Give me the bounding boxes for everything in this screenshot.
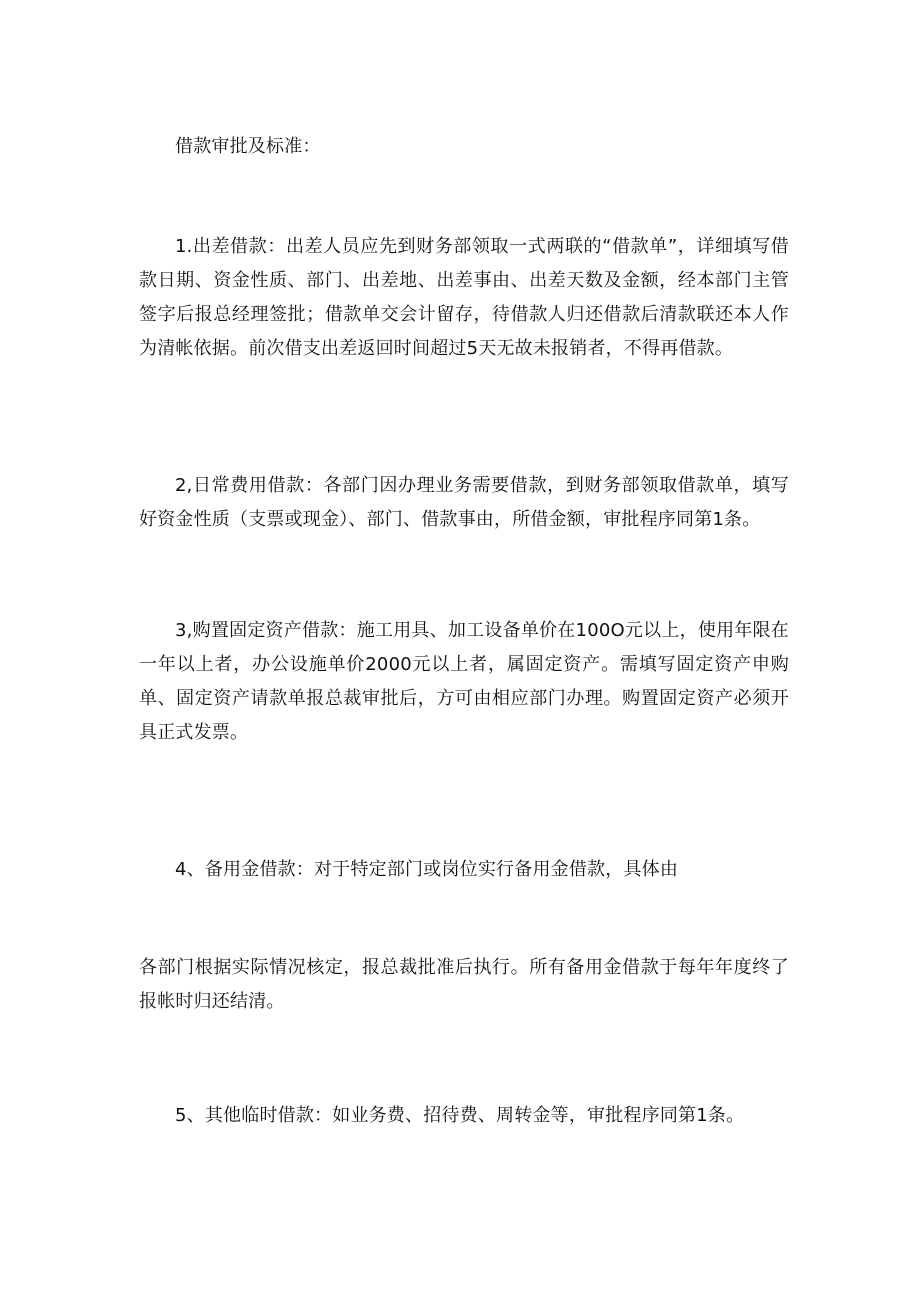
paragraph-petty-cash-loan: 4、备用金借款：对于特定部门或岗位实行备用金借款，具体由 — [175, 859, 679, 880]
paragraph-other-temporary-loan: 5、其他临时借款：如业务费、招待费、周转金等，审批程序同第1条。 — [175, 1105, 745, 1126]
paragraph-fixed-asset-loan: 3,购置固定资产借款：施工用具、加工设备单价在100O元以上，使用年限在一年以上者，办公设施单价2000元以上者，属固定资产。需填写固定资产申购单、固定资产请款单报总裁审批后，方可由相应部门办理。购置固定资产必须开具正式发票。 — [139, 620, 789, 743]
paragraph-daily-expense-loan: 2,日常费用借款：各部门因办理业务需要借款，到财务部领取借款单，填写好资金性质（支票或现金）、部门、借款事由，所借金额，审批程序同第1条。 — [139, 475, 789, 530]
paragraph-petty-cash-loan-continued: 各部门根据实际情况核定，报总裁批准后执行。所有备用金借款于每年年度终了报帐时归还结清。 — [139, 957, 789, 1012]
document-title: 借款审批及标准： — [175, 136, 321, 157]
paragraph-travel-loan: 1.出差借款：出差人员应先到财务部领取一式两联的“借款单”，详细填写借款日期、资金性质、部门、出差地、出差事由、出差天数及金额，经本部门主管签字后报总经理签批；借款单交会计留存，待借款人归还借款后清款联还本人作为清帐依据。前次借支出差返回时间超过5天无故未报销者，不得再借款。 — [139, 236, 789, 359]
